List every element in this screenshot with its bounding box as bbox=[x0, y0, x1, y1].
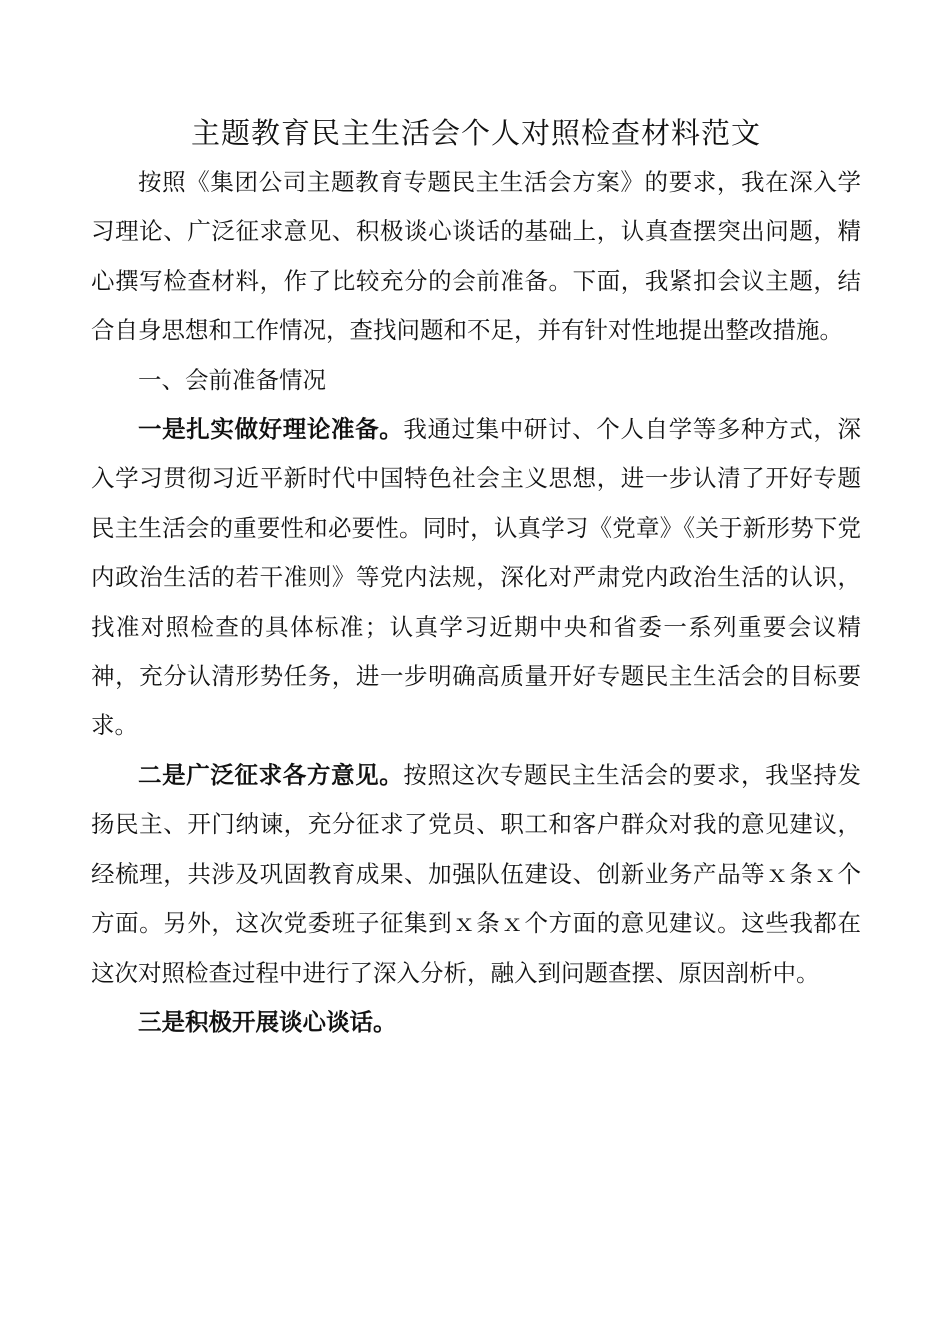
document-title: 主题教育民主生活会个人对照检查材料范文 bbox=[190, 116, 761, 150]
item-lead-1: 一是扎实做好理论准备。 bbox=[138, 415, 404, 444]
section-heading: 一、会前准备情况 bbox=[138, 365, 326, 394]
item-paragraph-2 bbox=[91, 751, 861, 998]
item-lead-3: 三是积极开展谈心谈话。 bbox=[138, 1007, 397, 1036]
item-body-1: 我通过集中研讨、个人自学等多种方式，深入学习贯彻习近平新时代中国特色社会主义思想，进一步认清了开好专题民主生活会的重要性和必要性。同时，认真学习《党章》《关于新形势下党内政治生活的若干准则》等党内法规，深化对严肃党内政治生活的认识，找准对照检查的具体标准；认真学习近期中央和省委一系列重要会议精神，充分认清形势任务，进一步明确高质量开好专题民主生活会的目标要求。 bbox=[91, 415, 862, 740]
item-lead-2: 二是广泛征求各方意见。 bbox=[138, 760, 404, 789]
item-body-2: 按照这次专题民主生活会的要求，我坚持发扬民主、开门纳谏，充分征求了党员、职工和客户群众对我的意见建议，经梳理，共涉及巩固教育成果、加强队伍建设、创新业务产品等ｘ条ｘ个方面。另外，这次党委班子征集到ｘ条ｘ个方面的意见建议。这些我都在这次对照检查过程中进行了深入分析，融入到问题查摆、原因剖析中。 bbox=[91, 760, 862, 987]
intro-paragraph: 按照《集团公司主题教育专题民主生活会方案》的要求，我在深入学习理论、广泛征求意见、积极谈心谈话的基础上，认真查摆突出问题，精心撰写检查材料，作了比较充分的会前准备。下面，我紧扣会议主题，结合自身思想和工作情况，查找问题和不足，并有针对性地提出整改措施。 bbox=[91, 168, 861, 345]
document-page bbox=[91, 108, 861, 1047]
item-paragraph-3 bbox=[91, 998, 861, 1047]
item-paragraph-1 bbox=[91, 405, 861, 751]
